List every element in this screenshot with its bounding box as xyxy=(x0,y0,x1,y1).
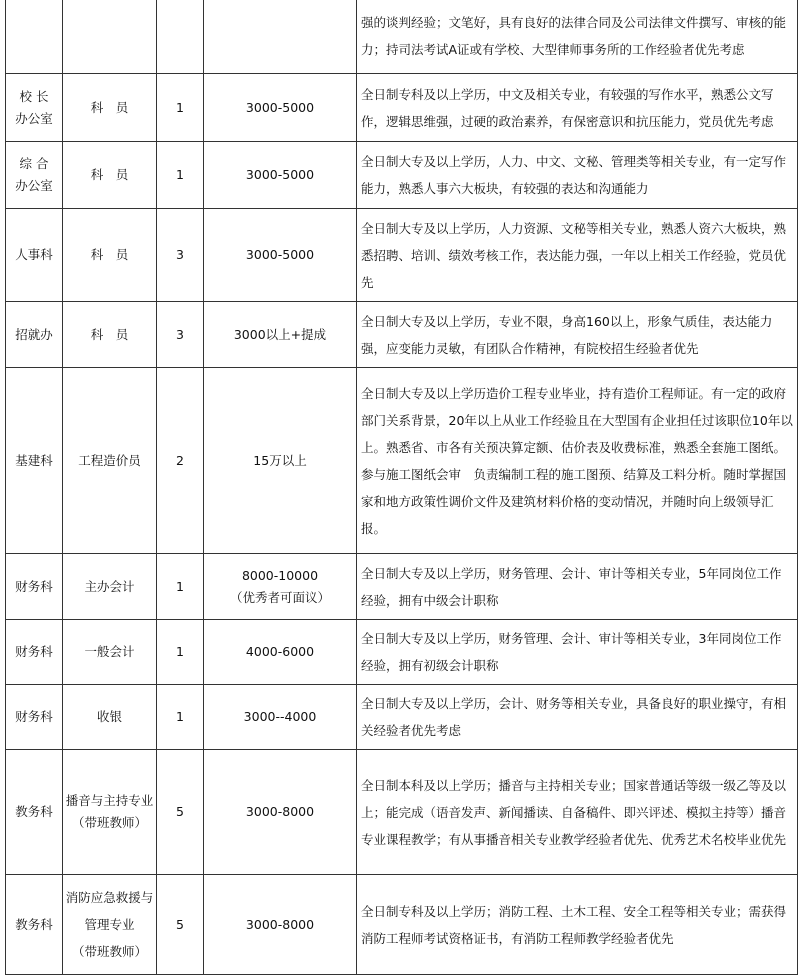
count-cell: 1 xyxy=(157,74,204,142)
salary-cell: 3000-5000 xyxy=(204,142,357,209)
requirements-cell: 全日制大专及以上学历，专业不限，身高160以上，形象气质佳，表达能力强，应变能力灵敏，有团队合作精神，有院校招生经验者优先 xyxy=(357,302,798,368)
count-cell: 1 xyxy=(157,142,204,209)
table-row xyxy=(6,74,798,142)
position-cell: 科 员 xyxy=(63,302,157,368)
salary-cell: 3000-5000 xyxy=(204,74,357,142)
requirements-cell: 全日制本科及以上学历；播音与主持相关专业；国家普通话等级一级乙等及以上；能完成（语音发声、新闻播读、自备稿件、即兴评述、模拟主持等）播音专业课程教学；有从事播音相关专业教学经验者优先、优秀艺术名校毕业优先 xyxy=(357,750,798,875)
requirements-cell: 全日制大专及以上学历，会计、财务等相关专业，具备良好的职业操守，有相关经验者优先考虑 xyxy=(357,685,798,750)
salary-cell xyxy=(204,0,357,74)
table-row xyxy=(6,142,798,209)
dept-line: 综 合 xyxy=(19,156,49,171)
count-cell: 3 xyxy=(157,302,204,368)
table-row xyxy=(6,209,798,302)
table-row xyxy=(6,620,798,685)
requirements-cell: 全日制专科及以上学历，中文及相关专业，有较强的写作水平，熟悉公文写作，逻辑思维强，过硬的政治素养，有保密意识和抗压能力，党员优先考虑 xyxy=(357,74,798,142)
position-line: 管理专业 xyxy=(84,917,135,932)
position-cell xyxy=(63,0,157,74)
requirements-cell: 全日制大专及以上学历造价工程专业毕业，持有造价工程师证。有一定的政府部门关系背景，20年以上从业工作经验且在大型国有企业担任过该职位10年以上。熟悉省、市各有关预决算定额、估价表及收费标准，熟悉全套施工图纸。参与施工图纸会审 负责编制工程的施工图预、结算及工料分析。随时掌握国家和地方政策性调价文件及建筑材料价格的变动情况，并随时向上级领导汇报。 xyxy=(357,368,798,554)
dept-cell: 基建科 xyxy=(6,368,63,554)
position-cell xyxy=(63,875,157,975)
count-cell: 5 xyxy=(157,875,204,975)
salary-cell xyxy=(204,554,357,620)
table-row xyxy=(6,368,798,554)
dept-cell: 人事科 xyxy=(6,209,63,302)
salary-cell: 3000-8000 xyxy=(204,875,357,975)
dept-cell: 招就办 xyxy=(6,302,63,368)
position-cell: 科 员 xyxy=(63,142,157,209)
position-line: 播音与主持专业 xyxy=(65,793,154,808)
table-row xyxy=(6,750,798,875)
dept-cell: 财务科 xyxy=(6,554,63,620)
table-row xyxy=(6,685,798,750)
position-line: （带班教师） xyxy=(71,815,147,830)
table-row xyxy=(6,302,798,368)
position-line: 消防应急救援与 xyxy=(65,890,154,905)
table-row xyxy=(6,554,798,620)
dept-cell: 教务科 xyxy=(6,750,63,875)
dept-line: 办公室 xyxy=(15,110,53,126)
salary-cell: 3000-5000 xyxy=(204,209,357,302)
table-row xyxy=(6,0,798,74)
dept-cell xyxy=(6,74,63,142)
table-row xyxy=(6,875,798,975)
count-cell: 1 xyxy=(157,620,204,685)
salary-cell: 3000--4000 xyxy=(204,685,357,750)
dept-cell: 财务科 xyxy=(6,620,63,685)
dept-line: 校 长 xyxy=(19,88,49,104)
count-cell: 1 xyxy=(157,554,204,620)
count-cell: 5 xyxy=(157,750,204,875)
dept-line: 办公室 xyxy=(15,178,53,193)
position-cell: 主办会计 xyxy=(63,554,157,620)
position-cell: 科 员 xyxy=(63,74,157,142)
position-cell: 工程造价员 xyxy=(63,368,157,554)
requirements-cell: 全日制大专及以上学历，人力、中文、文秘、管理类等相关专业，有一定写作能力，熟悉人事六大板块，有较强的表达和沟通能力 xyxy=(357,142,798,209)
position-line: （带班教师） xyxy=(71,944,147,959)
requirements-cell: 全日制大专及以上学历，财务管理、会计、审计等相关专业，3年同岗位工作经验，拥有初级会计职称 xyxy=(357,620,798,685)
job-table xyxy=(5,0,798,975)
requirements-cell: 强的谈判经验；文笔好，具有良好的法律合同及公司法律文件撰写、审核的能力；持司法考试A证或有学校、大型律师事务所的工作经验者优先考虑 xyxy=(357,0,798,74)
salary-cell: 3000以上+提成 xyxy=(204,302,357,368)
position-cell: 收银 xyxy=(63,685,157,750)
dept-cell: 财务科 xyxy=(6,685,63,750)
position-cell: 一般会计 xyxy=(63,620,157,685)
count-cell xyxy=(157,0,204,74)
dept-cell xyxy=(6,142,63,209)
requirements-cell: 全日制大专及以上学历，财务管理、会计、审计等相关专业，5年同岗位工作经验，拥有中级会计职称 xyxy=(357,554,798,620)
count-cell: 2 xyxy=(157,368,204,554)
requirements-cell: 全日制大专及以上学历，人力资源、文秘等相关专业，熟悉人资六大板块，熟悉招聘、培训、绩效考核工作，表达能力强，一年以上相关工作经验，党员优先 xyxy=(357,209,798,302)
salary-line: 8000-10000 xyxy=(241,567,319,583)
count-cell: 3 xyxy=(157,209,204,302)
dept-cell: 教务科 xyxy=(6,875,63,975)
salary-cell: 15万以上 xyxy=(204,368,357,554)
salary-cell: 4000-6000 xyxy=(204,620,357,685)
position-cell: 科 员 xyxy=(63,209,157,302)
requirements-cell: 全日制专科及以上学历；消防工程、土木工程、安全工程等相关专业；需获得消防工程师考试资格证书，有消防工程师教学经验者优先 xyxy=(357,875,798,975)
position-cell xyxy=(63,750,157,875)
salary-cell: 3000-8000 xyxy=(204,750,357,875)
salary-line: （优秀者可面议） xyxy=(229,589,330,605)
count-cell: 1 xyxy=(157,685,204,750)
dept-cell xyxy=(6,0,63,74)
